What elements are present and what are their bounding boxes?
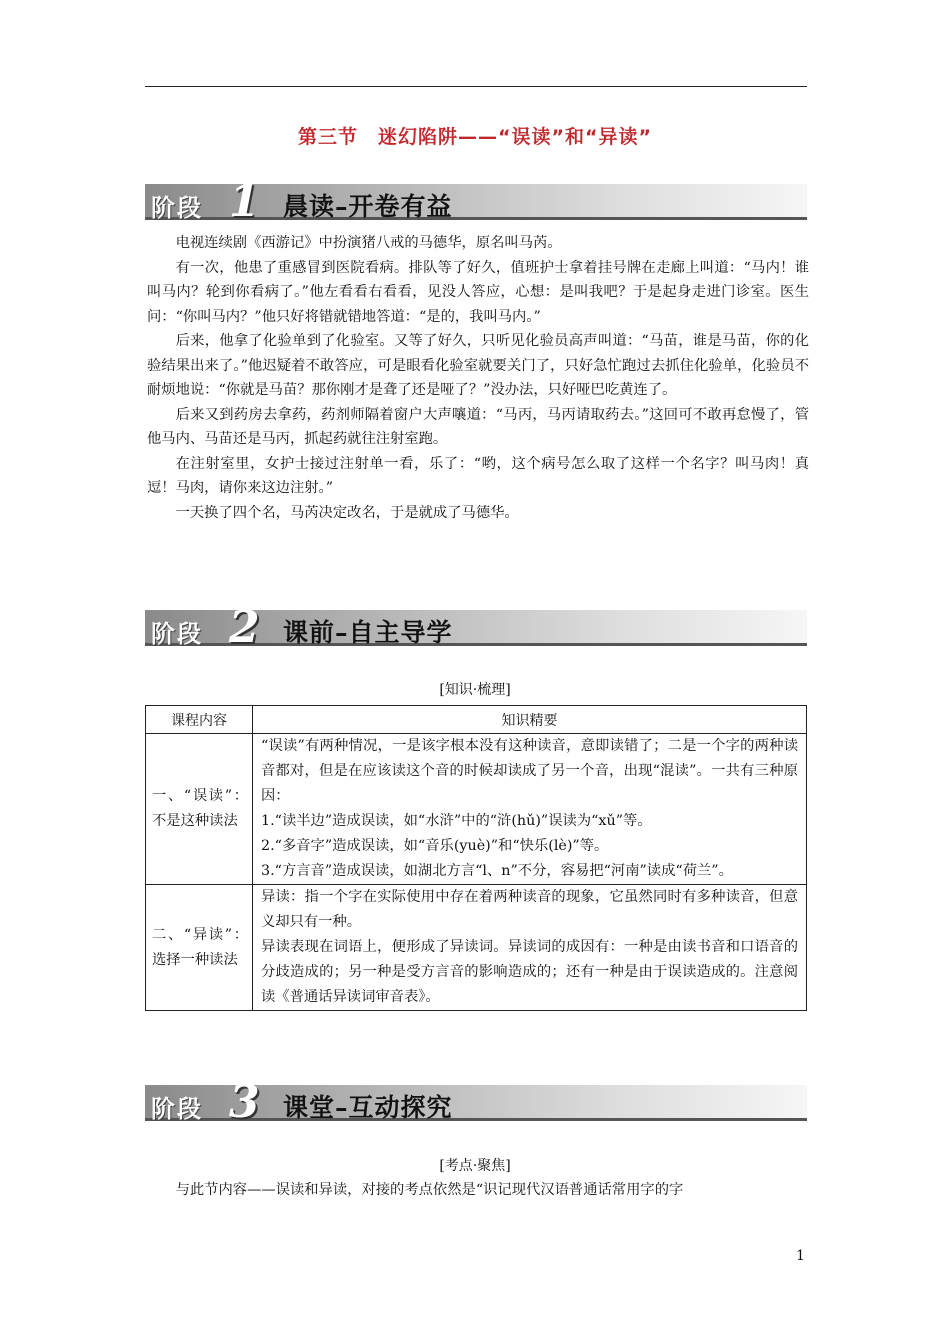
stage-name: 晨读–开卷有益 (283, 192, 453, 221)
story-paragraph: 有一次，他患了重感冒到医院看病。排队等了好久，值班护士拿着挂号牌在走廊上叫道：“马内！谁叫马内？轮到你看病了。”他左看看右看看，见没人答应，心想：是叫我吧？于是起身走进门诊室。医生问：“你叫马内？”他只好将错就错地答道：“是的，我叫马内。” (147, 259, 809, 325)
stage-1-banner (145, 176, 807, 227)
stage-name: 课前–自主导学 (283, 618, 453, 647)
topic-cell: 一、“误读”：不是这种读法 (146, 734, 253, 885)
focus-label: [考点·聚焦] (439, 1158, 511, 1174)
story-paragraph: 电视连续剧《西游记》中扮演猪八戒的马德华，原名叫马芮。 (175, 235, 562, 251)
content-cell (253, 885, 807, 1011)
table-row (146, 885, 807, 1011)
stage-word: 阶段 (151, 194, 203, 222)
content-line: 1.“读半边”造成误读，如“水浒”中的“浒(hǔ)”误读为“xǔ”等。 (261, 813, 652, 829)
content-cell (253, 734, 807, 885)
story-paragraph: 后来又到药房去拿药，药剂师隔着窗户大声嚷道：“马丙，马丙请取药去。”这回可不敢再怠慢了，管他马内、马苗还是马丙，抓起药就往注射室跑。 (147, 406, 809, 447)
page-number: 1 (796, 1248, 805, 1264)
table-header-cell: 课程内容 (146, 706, 253, 734)
story-paragraph: 后来，他拿了化验单到了化验室。又等了好久，只听见化验员高声叫道：“马苗，谁是马苗，你的化验结果出来了。”他迟疑着不敢答应，可是眼看化验室就要关门了，只好急忙跑过去抓住化验单，化验员不耐烦地说：“你就是马苗？那你刚才是聋了还是哑了？”没办法，只好哑巴吃黄连了。 (147, 333, 809, 398)
stage-number: 2 (229, 602, 260, 653)
content-line: 3.“方言音”造成误读，如湖北方言“l、n”不分，容易把“河南”读成“荷兰”。 (261, 863, 733, 879)
stage-number: 3 (229, 1077, 260, 1128)
stage-name: 课堂–互动探究 (283, 1093, 453, 1122)
focus-text: 与此节内容——误读和异读，对接的考点依然是“识记现代汉语普通话常用字的字 (175, 1182, 684, 1198)
stage-number: 1 (229, 176, 260, 227)
table-header-cell: 知识精要 (253, 706, 807, 734)
content-line: 异读：指一个字在实际使用中存在着两种读音的现象，它虽然同时有多种读音，但意义却只有一种。 (261, 889, 798, 930)
topic-cell: 二、“异读”：选择一种读法 (146, 885, 253, 1011)
knowledge-table (145, 705, 807, 1011)
table-header-row (146, 706, 807, 734)
knowledge-label: [知识·梳理] (439, 682, 511, 698)
content-line: 2.“多音字”造成误读，如“音乐(yuè)”和“快乐(lè)”等。 (261, 838, 609, 854)
content-line: “误读”有两种情况，一是该字根本没有这种读音，意即读错了；二是一个字的两种读音都对，但是在应该读这个音的时候却读成了另一个音，出现“混读”。一共有三种原因： (261, 738, 798, 804)
stage-2-banner (145, 602, 807, 653)
focus-paragraph (147, 1178, 809, 1203)
stage-word: 阶段 (151, 1095, 203, 1123)
story-paragraph: 一天换了四个名，马芮决定改名，于是就成了马德华。 (175, 504, 519, 521)
header-rule (145, 86, 807, 87)
stage-3-banner (145, 1077, 807, 1128)
section-title: 第三节 迷幻陷阱——“误读”和“异读” (298, 126, 652, 148)
stage-word: 阶段 (151, 620, 203, 648)
table-row (146, 734, 807, 885)
story-paragraph: 在注射室里，女护士接过注射单一看，乐了：“哟，这个病号怎么取了这样一个名字？叫马肉！真逗！马肉，请你来这边注射。” (147, 455, 809, 496)
morning-reading-story (147, 231, 809, 525)
content-line: 异读表现在词语上，便形成了异读词。异读词的成因有：一种是由读书音和口语音的分歧造成的；另一种是受方言音的影响造成的；还有一种是由于误读造成的。注意阅读《普通话异读词审音表》。 (261, 939, 798, 1005)
